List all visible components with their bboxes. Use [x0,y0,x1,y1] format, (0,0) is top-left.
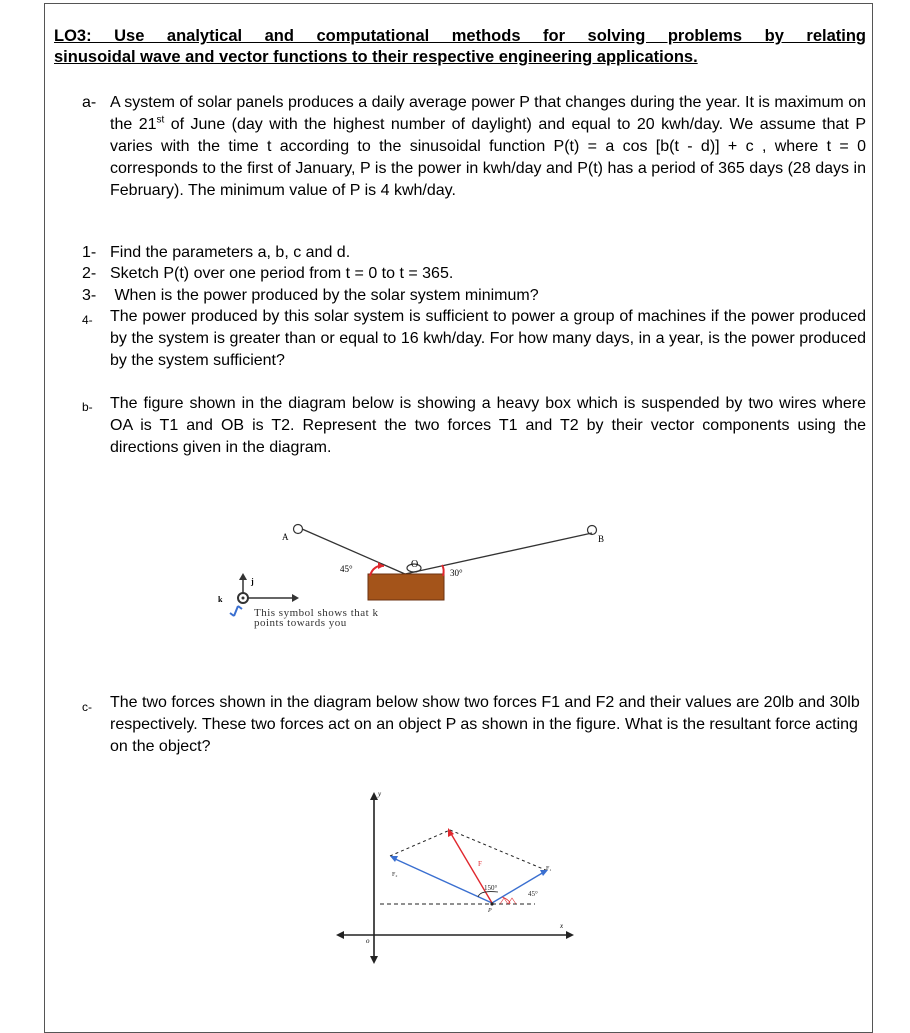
dashed-side-1 [390,830,450,856]
y-arrow-down-icon [370,956,378,964]
label-angle-30: 30° [450,568,463,578]
label-p: P [488,908,492,914]
label-f: F [478,860,482,868]
part-c-label: c- [82,700,92,714]
heading-line-1: LO3: Use analytical and computational methods for solving problems by relating [54,27,866,45]
x-arrow-left-icon [336,931,344,939]
heavy-box [368,574,444,600]
k-note-line-2: points towards you [254,617,347,629]
part-c-text: The two forces shown in the diagram below show two forces F1 and F2 and their values are 20lb and 30lb respectively. These two forces act on an object P as shown in the figure. What is the resultant force acting on the object? [110,694,860,755]
label-angle-45c: 45° [528,890,538,898]
point-p-dot [490,902,493,905]
question-1-label: 1- [82,244,97,261]
label-a: A [282,532,289,542]
y-arrow-up-icon [370,792,378,800]
part-b-label: b- [82,400,93,414]
label-origin: o [366,937,370,945]
k-note-line-1: This symbol shows that k [254,607,379,619]
part-b-text: The figure shown in the diagram below is showing a heavy box which is suspended by two wires where OA is T1 and OB is T2. Represent the two forces T1 and T2 by their vector components using the directions given in the diagram. [110,395,866,456]
hook-a-icon [294,525,303,534]
part-a-label: a- [82,94,97,111]
angle-hatch [500,898,516,904]
label-y: y [378,790,382,798]
label-j: j [251,577,254,586]
pointer-arrow-icon [230,606,242,616]
f-arrowhead-icon [448,828,454,837]
question-3-label: 3- [82,287,97,304]
label-b: B [598,534,605,544]
dashed-side-2 [450,830,548,871]
label-x: x [560,922,564,930]
question-4-text: The power produced by this solar system is sufficient to power a group of machines if the power produced by the system is greater than or equal to 16 kwh/day. For how many days, in a year, is the power produced by the system sufficient? [110,308,866,369]
question-1-text: Find the parameters a, b, c and d. [110,244,351,261]
heading-line-2: sinusoidal wave and vector functions to their respective engineering applications. [54,48,698,66]
x-arrow-right-icon [566,931,574,939]
resultant-f-vector [450,832,492,903]
part-a-sup: st [156,114,165,126]
part-a-text-2: of June (day with the highest number of daylight) and equal to 20 kwh/day. We assume that P varies with the time t according to the sinusoidal function P(t) = a cos [b(t - d)] + c , where t = 0 corresponds to the first of January, P is the power in kwh/day and P(t) has a period of 365 days (28 days in February). The minimum value of P is 4 kwh/day. [110,116,866,199]
k-dot-icon [242,597,245,600]
label-o: O [411,559,419,570]
question-2-text: Sketch P(t) over one period from t = 0 to t = 365. [110,265,454,282]
forces-diagram [330,770,580,970]
part-a-text [110,92,866,202]
j-arrow-icon [239,573,247,580]
wire-ob [405,533,592,574]
i-arrow-icon [292,594,299,602]
label-f1: F₁ [546,866,552,872]
wire-oa [302,529,405,574]
question-4-label: 4- [82,313,93,327]
question-3-text: When is the power produced by the solar system minimum? [110,287,539,304]
part-a-text-1: A system of solar panels produces a daily average power P that changes during the year. It is maximum on the 21 [110,94,866,133]
question-2-label: 2- [82,265,97,282]
force-f1-vector [492,872,544,903]
section-heading [54,26,866,68]
suspended-box-diagram [200,510,640,640]
label-angle-150: 150° [484,884,498,892]
label-f2: F₂ [392,872,398,878]
label-angle-45: 45° [340,564,353,574]
label-k: k [218,595,223,604]
